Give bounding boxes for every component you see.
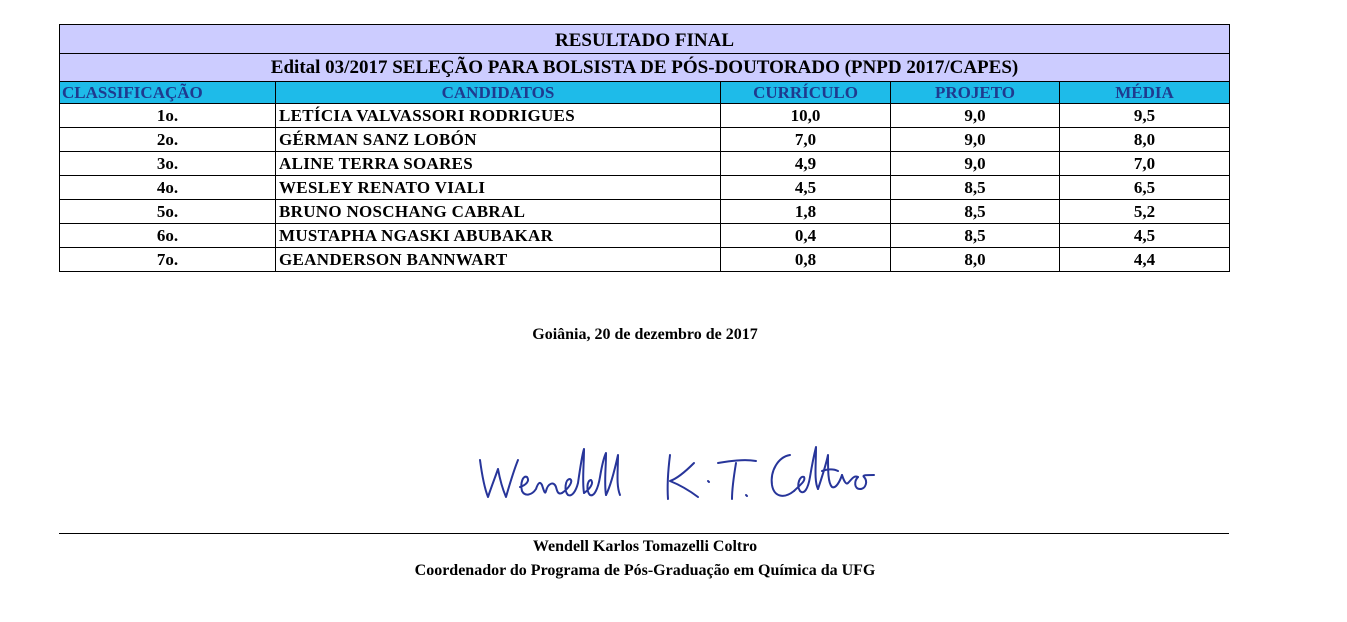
table-row	[60, 128, 1230, 152]
curriculo-cell: 10,0	[721, 104, 891, 128]
rank-cell: 1o.	[60, 104, 276, 128]
rank-cell: 2o.	[60, 128, 276, 152]
header-curriculo: CURRÍCULO	[721, 82, 891, 104]
rank-cell: 6o.	[60, 224, 276, 248]
place-date: Goiânia, 20 de dezembro de 2017	[532, 326, 758, 343]
projeto-cell: 9,0	[891, 104, 1060, 128]
header-classificacao: CLASSIFICAÇÃO	[60, 82, 276, 104]
table-row	[60, 200, 1230, 224]
media-cell: 4,5	[1060, 224, 1230, 248]
table-row	[60, 152, 1230, 176]
table-row	[60, 176, 1230, 200]
projeto-cell: 8,5	[891, 224, 1060, 248]
rank-cell: 3o.	[60, 152, 276, 176]
subtitle-row	[60, 54, 1230, 82]
candidate-name-cell: ALINE TERRA SOARES	[276, 152, 721, 176]
media-cell: 5,2	[1060, 200, 1230, 224]
signature-line	[59, 533, 1229, 534]
curriculo-cell: 4,9	[721, 152, 891, 176]
projeto-cell: 9,0	[891, 128, 1060, 152]
header-projeto: PROJETO	[891, 82, 1060, 104]
table-row	[60, 224, 1230, 248]
rank-cell: 4o.	[60, 176, 276, 200]
curriculo-cell: 0,4	[721, 224, 891, 248]
title-row	[60, 25, 1230, 54]
candidate-name-cell: BRUNO NOSCHANG CABRAL	[276, 200, 721, 224]
candidate-name-cell: GÉRMAN SANZ LOBÓN	[276, 128, 721, 152]
media-cell: 9,5	[1060, 104, 1230, 128]
projeto-cell: 8,5	[891, 200, 1060, 224]
results-table	[59, 24, 1230, 272]
document-subtitle: Edital 03/2017 SELEÇÃO PARA BOLSISTA DE PÓS-DOUTORADO (PNPD 2017/CAPES)	[60, 54, 1230, 82]
curriculo-cell: 1,8	[721, 200, 891, 224]
header-media: MÉDIA	[1060, 82, 1230, 104]
curriculo-cell: 7,0	[721, 128, 891, 152]
media-cell: 4,4	[1060, 248, 1230, 272]
projeto-cell: 8,0	[891, 248, 1060, 272]
candidate-name-cell: WESLEY RENATO VIALI	[276, 176, 721, 200]
projeto-cell: 8,5	[891, 176, 1060, 200]
handwritten-signature	[470, 425, 890, 515]
candidate-name-cell: GEANDERSON BANNWART	[276, 248, 721, 272]
candidate-name-cell: LETÍCIA VALVASSORI RODRIGUES	[276, 104, 721, 128]
table-row	[60, 104, 1230, 128]
signer-name: Wendell Karlos Tomazelli Coltro	[532, 538, 758, 555]
curriculo-cell: 0,8	[721, 248, 891, 272]
rank-cell: 7o.	[60, 248, 276, 272]
rank-cell: 5o.	[60, 200, 276, 224]
column-header-row	[60, 82, 1230, 104]
table-row	[60, 248, 1230, 272]
media-cell: 8,0	[1060, 128, 1230, 152]
header-candidatos: CANDIDATOS	[276, 82, 721, 104]
media-cell: 7,0	[1060, 152, 1230, 176]
candidate-name-cell: MUSTAPHA NGASKI ABUBAKAR	[276, 224, 721, 248]
curriculo-cell: 4,5	[721, 176, 891, 200]
media-cell: 6,5	[1060, 176, 1230, 200]
signer-role: Coordenador do Programa de Pós-Graduação em Química da UFG	[414, 562, 876, 579]
projeto-cell: 9,0	[891, 152, 1060, 176]
document-title: RESULTADO FINAL	[60, 25, 1230, 54]
